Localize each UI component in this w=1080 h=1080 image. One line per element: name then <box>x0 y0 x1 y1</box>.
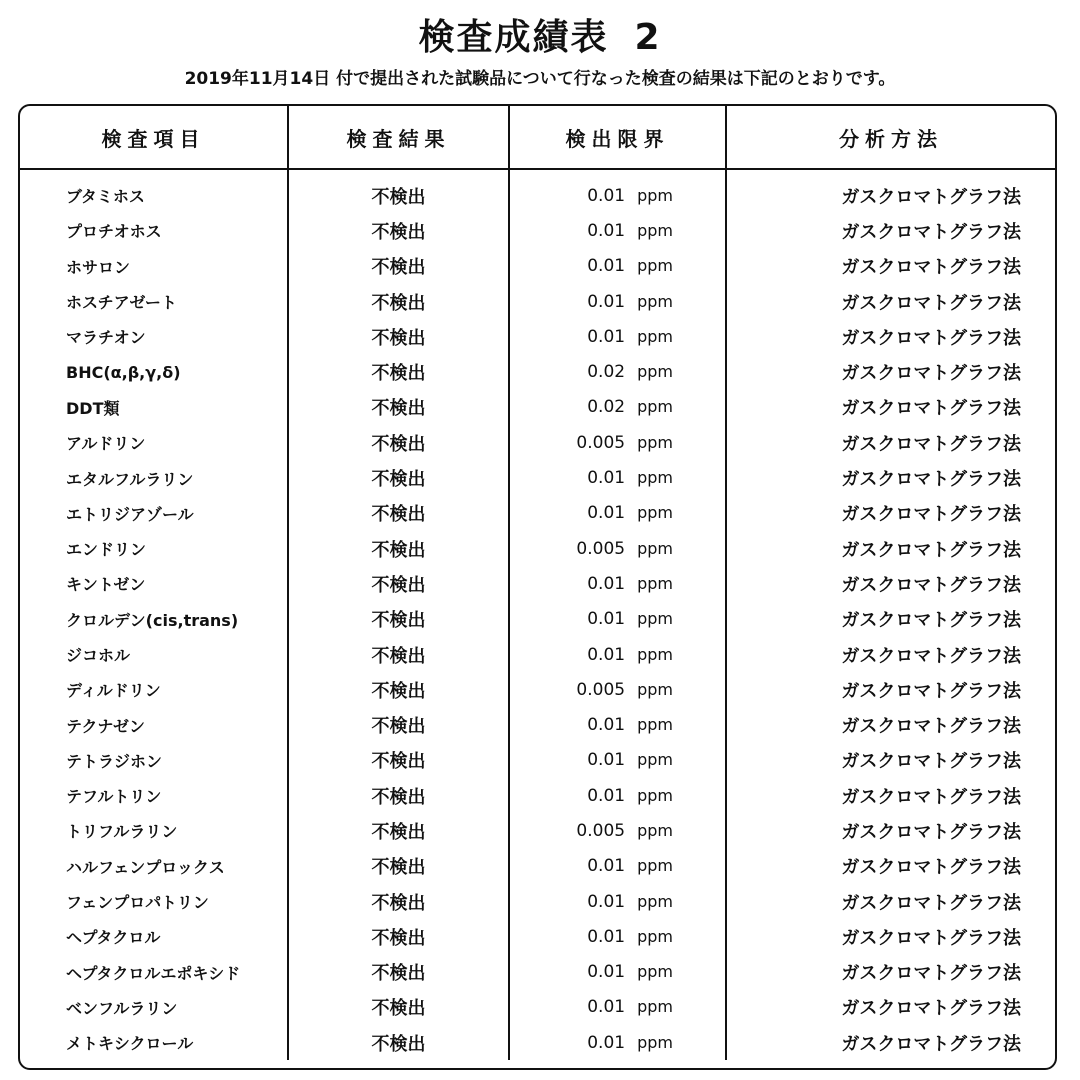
limit-value: 0.02 <box>587 362 626 383</box>
limit-unit: ppm <box>637 538 673 558</box>
result-cell: 不検出 <box>288 637 509 672</box>
item-name-cell: ヘプタクロル <box>66 928 161 948</box>
limit-value: 0.01 <box>587 291 626 312</box>
result-cell: 不検出 <box>288 707 509 742</box>
result-cell: 不検出 <box>288 390 509 425</box>
method-cell: ガスクロマトグラフ法 <box>726 354 1055 389</box>
table-row <box>20 496 1055 531</box>
table-row <box>20 990 1055 1025</box>
header-limit: 検出限界 <box>509 106 726 169</box>
limit-value: 0.01 <box>587 997 626 1018</box>
method-cell: ガスクロマトグラフ法 <box>726 169 1055 213</box>
limit-unit: ppm <box>637 220 673 240</box>
limit-value: 0.01 <box>587 468 626 489</box>
method-cell: ガスクロマトグラフ法 <box>726 707 1055 742</box>
limit-value: 0.01 <box>587 891 626 912</box>
limit-value: 0.005 <box>576 679 626 700</box>
method-cell: ガスクロマトグラフ法 <box>726 390 1055 425</box>
limit-value: 0.005 <box>576 820 626 841</box>
table-header-row <box>20 106 1055 169</box>
limit-cell <box>509 743 726 778</box>
limit-cell <box>509 284 726 319</box>
limit-unit: ppm <box>637 326 673 346</box>
item-name-cell: DDT類 <box>66 398 120 418</box>
table-body <box>20 169 1055 1060</box>
title-text: 検査成績表 <box>418 17 609 58</box>
table-row <box>20 284 1055 319</box>
limit-unit: ppm <box>637 926 673 946</box>
result-cell: 不検出 <box>288 425 509 460</box>
result-cell: 不検出 <box>288 884 509 919</box>
method-cell: ガスクロマトグラフ法 <box>726 425 1055 460</box>
table-row <box>20 460 1055 495</box>
limit-cell <box>509 602 726 637</box>
item-name-cell: トリフルラリン <box>66 822 178 842</box>
method-cell: ガスクロマトグラフ法 <box>726 743 1055 778</box>
limit-cell <box>509 672 726 707</box>
item-name-cell: ホサロン <box>66 257 131 277</box>
limit-unit: ppm <box>637 644 673 664</box>
result-cell: 不検出 <box>288 919 509 954</box>
limit-value: 0.01 <box>587 926 626 947</box>
result-cell: 不検出 <box>288 169 509 213</box>
table-row <box>20 531 1055 566</box>
item-name-cell: テクナゼン <box>66 716 146 736</box>
result-cell: 不検出 <box>288 460 509 495</box>
table-row <box>20 425 1055 460</box>
limit-value: 0.01 <box>587 962 626 983</box>
limit-unit: ppm <box>637 256 673 276</box>
method-cell: ガスクロマトグラフ法 <box>726 566 1055 601</box>
result-cell: 不検出 <box>288 778 509 813</box>
item-name-cell: エトリジアゾール <box>66 504 194 524</box>
method-cell: ガスクロマトグラフ法 <box>726 213 1055 248</box>
limit-cell <box>509 566 726 601</box>
result-cell: 不検出 <box>288 566 509 601</box>
item-name-cell: プロチオホス <box>66 222 162 242</box>
limit-unit: ppm <box>637 997 673 1017</box>
table-row <box>20 637 1055 672</box>
method-cell: ガスクロマトグラフ法 <box>726 602 1055 637</box>
item-name-cell: ベンフルラリン <box>66 998 178 1018</box>
result-cell: 不検出 <box>288 496 509 531</box>
table-row <box>20 813 1055 848</box>
limit-cell <box>509 637 726 672</box>
limit-unit: ppm <box>637 962 673 982</box>
limit-value: 0.01 <box>587 644 626 665</box>
result-cell: 不検出 <box>288 284 509 319</box>
method-cell: ガスクロマトグラフ法 <box>726 637 1055 672</box>
limit-cell <box>509 213 726 248</box>
table-row <box>20 249 1055 284</box>
table-row <box>20 213 1055 248</box>
table-row <box>20 849 1055 884</box>
limit-unit: ppm <box>637 291 673 311</box>
table-row <box>20 778 1055 813</box>
method-cell: ガスクロマトグラフ法 <box>726 813 1055 848</box>
item-name-cell: ブタミホス <box>66 187 145 207</box>
limit-cell <box>509 884 726 919</box>
limit-unit: ppm <box>637 820 673 840</box>
item-name-cell: ヘプタクロルエポキシド <box>66 963 241 983</box>
table-row <box>20 1025 1055 1060</box>
limit-unit: ppm <box>637 362 673 382</box>
method-cell: ガスクロマトグラフ法 <box>726 319 1055 354</box>
results-table-frame <box>18 104 1057 1070</box>
limit-value: 0.01 <box>587 326 626 347</box>
limit-cell <box>509 849 726 884</box>
method-cell: ガスクロマトグラフ法 <box>726 990 1055 1025</box>
limit-cell <box>509 1025 726 1060</box>
limit-cell <box>509 460 726 495</box>
limit-value: 0.01 <box>587 256 626 277</box>
item-name-cell: ホスチアゼート <box>66 293 177 313</box>
result-cell: 不検出 <box>288 354 509 389</box>
header-item: 検査項目 <box>20 106 288 169</box>
item-name-cell: テトラジホン <box>66 751 163 771</box>
limit-unit: ppm <box>637 185 673 205</box>
result-cell: 不検出 <box>288 849 509 884</box>
limit-unit: ppm <box>637 856 673 876</box>
table-row <box>20 169 1055 213</box>
limit-cell <box>509 955 726 990</box>
result-cell: 不検出 <box>288 743 509 778</box>
limit-unit: ppm <box>637 573 673 593</box>
table-row <box>20 602 1055 637</box>
method-cell: ガスクロマトグラフ法 <box>726 919 1055 954</box>
limit-cell <box>509 319 726 354</box>
limit-cell <box>509 390 726 425</box>
limit-unit: ppm <box>637 679 673 699</box>
limit-unit: ppm <box>637 609 673 629</box>
title-number: 2 <box>634 17 662 58</box>
limit-cell <box>509 169 726 213</box>
limit-value: 0.01 <box>587 503 626 524</box>
table-row <box>20 566 1055 601</box>
limit-value: 0.01 <box>587 856 626 877</box>
item-name-cell: メトキシクロール <box>66 1034 194 1054</box>
limit-value: 0.02 <box>587 397 626 418</box>
results-table <box>20 106 1055 1060</box>
limit-unit: ppm <box>637 397 673 417</box>
limit-unit: ppm <box>637 432 673 452</box>
table-row <box>20 707 1055 742</box>
limit-value: 0.01 <box>587 185 626 206</box>
limit-cell <box>509 531 726 566</box>
method-cell: ガスクロマトグラフ法 <box>726 955 1055 990</box>
limit-value: 0.01 <box>587 573 626 594</box>
table-row <box>20 354 1055 389</box>
method-cell: ガスクロマトグラフ法 <box>726 1025 1055 1060</box>
document-subtitle: 2019年11月14日 付で提出された試験品について行なった検査の結果は下記のとおりです。 <box>184 69 896 89</box>
limit-cell <box>509 707 726 742</box>
limit-unit: ppm <box>637 891 673 911</box>
result-cell: 不検出 <box>288 1025 509 1060</box>
limit-value: 0.01 <box>587 785 626 806</box>
limit-cell <box>509 425 726 460</box>
item-name-cell: フェンプロパトリン <box>66 893 209 913</box>
result-cell: 不検出 <box>288 955 509 990</box>
method-cell: ガスクロマトグラフ法 <box>726 531 1055 566</box>
result-cell: 不検出 <box>288 213 509 248</box>
result-cell: 不検出 <box>288 249 509 284</box>
method-cell: ガスクロマトグラフ法 <box>726 778 1055 813</box>
item-name-cell: キントゼン <box>66 575 146 595</box>
limit-cell <box>509 249 726 284</box>
result-cell: 不検出 <box>288 990 509 1025</box>
limit-cell <box>509 778 726 813</box>
limit-cell <box>509 354 726 389</box>
result-cell: 不検出 <box>288 672 509 707</box>
header-method: 分析方法 <box>726 106 1055 169</box>
table-row <box>20 390 1055 425</box>
item-name-cell: テフルトリン <box>66 787 162 807</box>
table-row <box>20 672 1055 707</box>
method-cell: ガスクロマトグラフ法 <box>726 849 1055 884</box>
limit-unit: ppm <box>637 468 673 488</box>
table-row <box>20 955 1055 990</box>
limit-unit: ppm <box>637 503 673 523</box>
limit-unit: ppm <box>637 750 673 770</box>
header-result: 検査結果 <box>288 106 509 169</box>
limit-cell <box>509 990 726 1025</box>
item-name-cell: クロルデン(cis,trans) <box>66 610 239 630</box>
limit-value: 0.005 <box>576 538 626 559</box>
table-row <box>20 884 1055 919</box>
table-row <box>20 743 1055 778</box>
item-name-cell: ジコホル <box>66 646 131 665</box>
item-name-cell: アルドリン <box>66 434 146 454</box>
table-row <box>20 319 1055 354</box>
limit-unit: ppm <box>637 785 673 805</box>
item-name-cell: エンドリン <box>66 540 147 560</box>
limit-value: 0.01 <box>587 750 626 771</box>
method-cell: ガスクロマトグラフ法 <box>726 249 1055 284</box>
result-cell: 不検出 <box>288 602 509 637</box>
method-cell: ガスクロマトグラフ法 <box>726 496 1055 531</box>
limit-cell <box>509 496 726 531</box>
item-name-cell: ハルフェンプロックス <box>66 857 225 877</box>
item-name-cell: マラチオン <box>66 328 146 348</box>
limit-cell <box>509 813 726 848</box>
item-name-cell: エタルフルラリン <box>66 469 194 489</box>
result-cell: 不検出 <box>288 531 509 566</box>
result-cell: 不検出 <box>288 319 509 354</box>
limit-unit: ppm <box>637 1032 673 1052</box>
table-row <box>20 919 1055 954</box>
item-name-cell: BHC(α,β,γ,δ) <box>66 362 181 382</box>
limit-unit: ppm <box>637 715 673 735</box>
limit-value: 0.01 <box>587 1032 626 1053</box>
method-cell: ガスクロマトグラフ法 <box>726 672 1055 707</box>
result-cell: 不検出 <box>288 813 509 848</box>
limit-value: 0.01 <box>587 609 626 630</box>
item-name-cell: ディルドリン <box>66 681 161 701</box>
limit-cell <box>509 919 726 954</box>
limit-value: 0.01 <box>587 220 626 241</box>
page-title <box>0 14 1080 62</box>
method-cell: ガスクロマトグラフ法 <box>726 884 1055 919</box>
method-cell: ガスクロマトグラフ法 <box>726 460 1055 495</box>
limit-value: 0.005 <box>576 432 626 453</box>
limit-value: 0.01 <box>587 715 626 736</box>
method-cell: ガスクロマトグラフ法 <box>726 284 1055 319</box>
